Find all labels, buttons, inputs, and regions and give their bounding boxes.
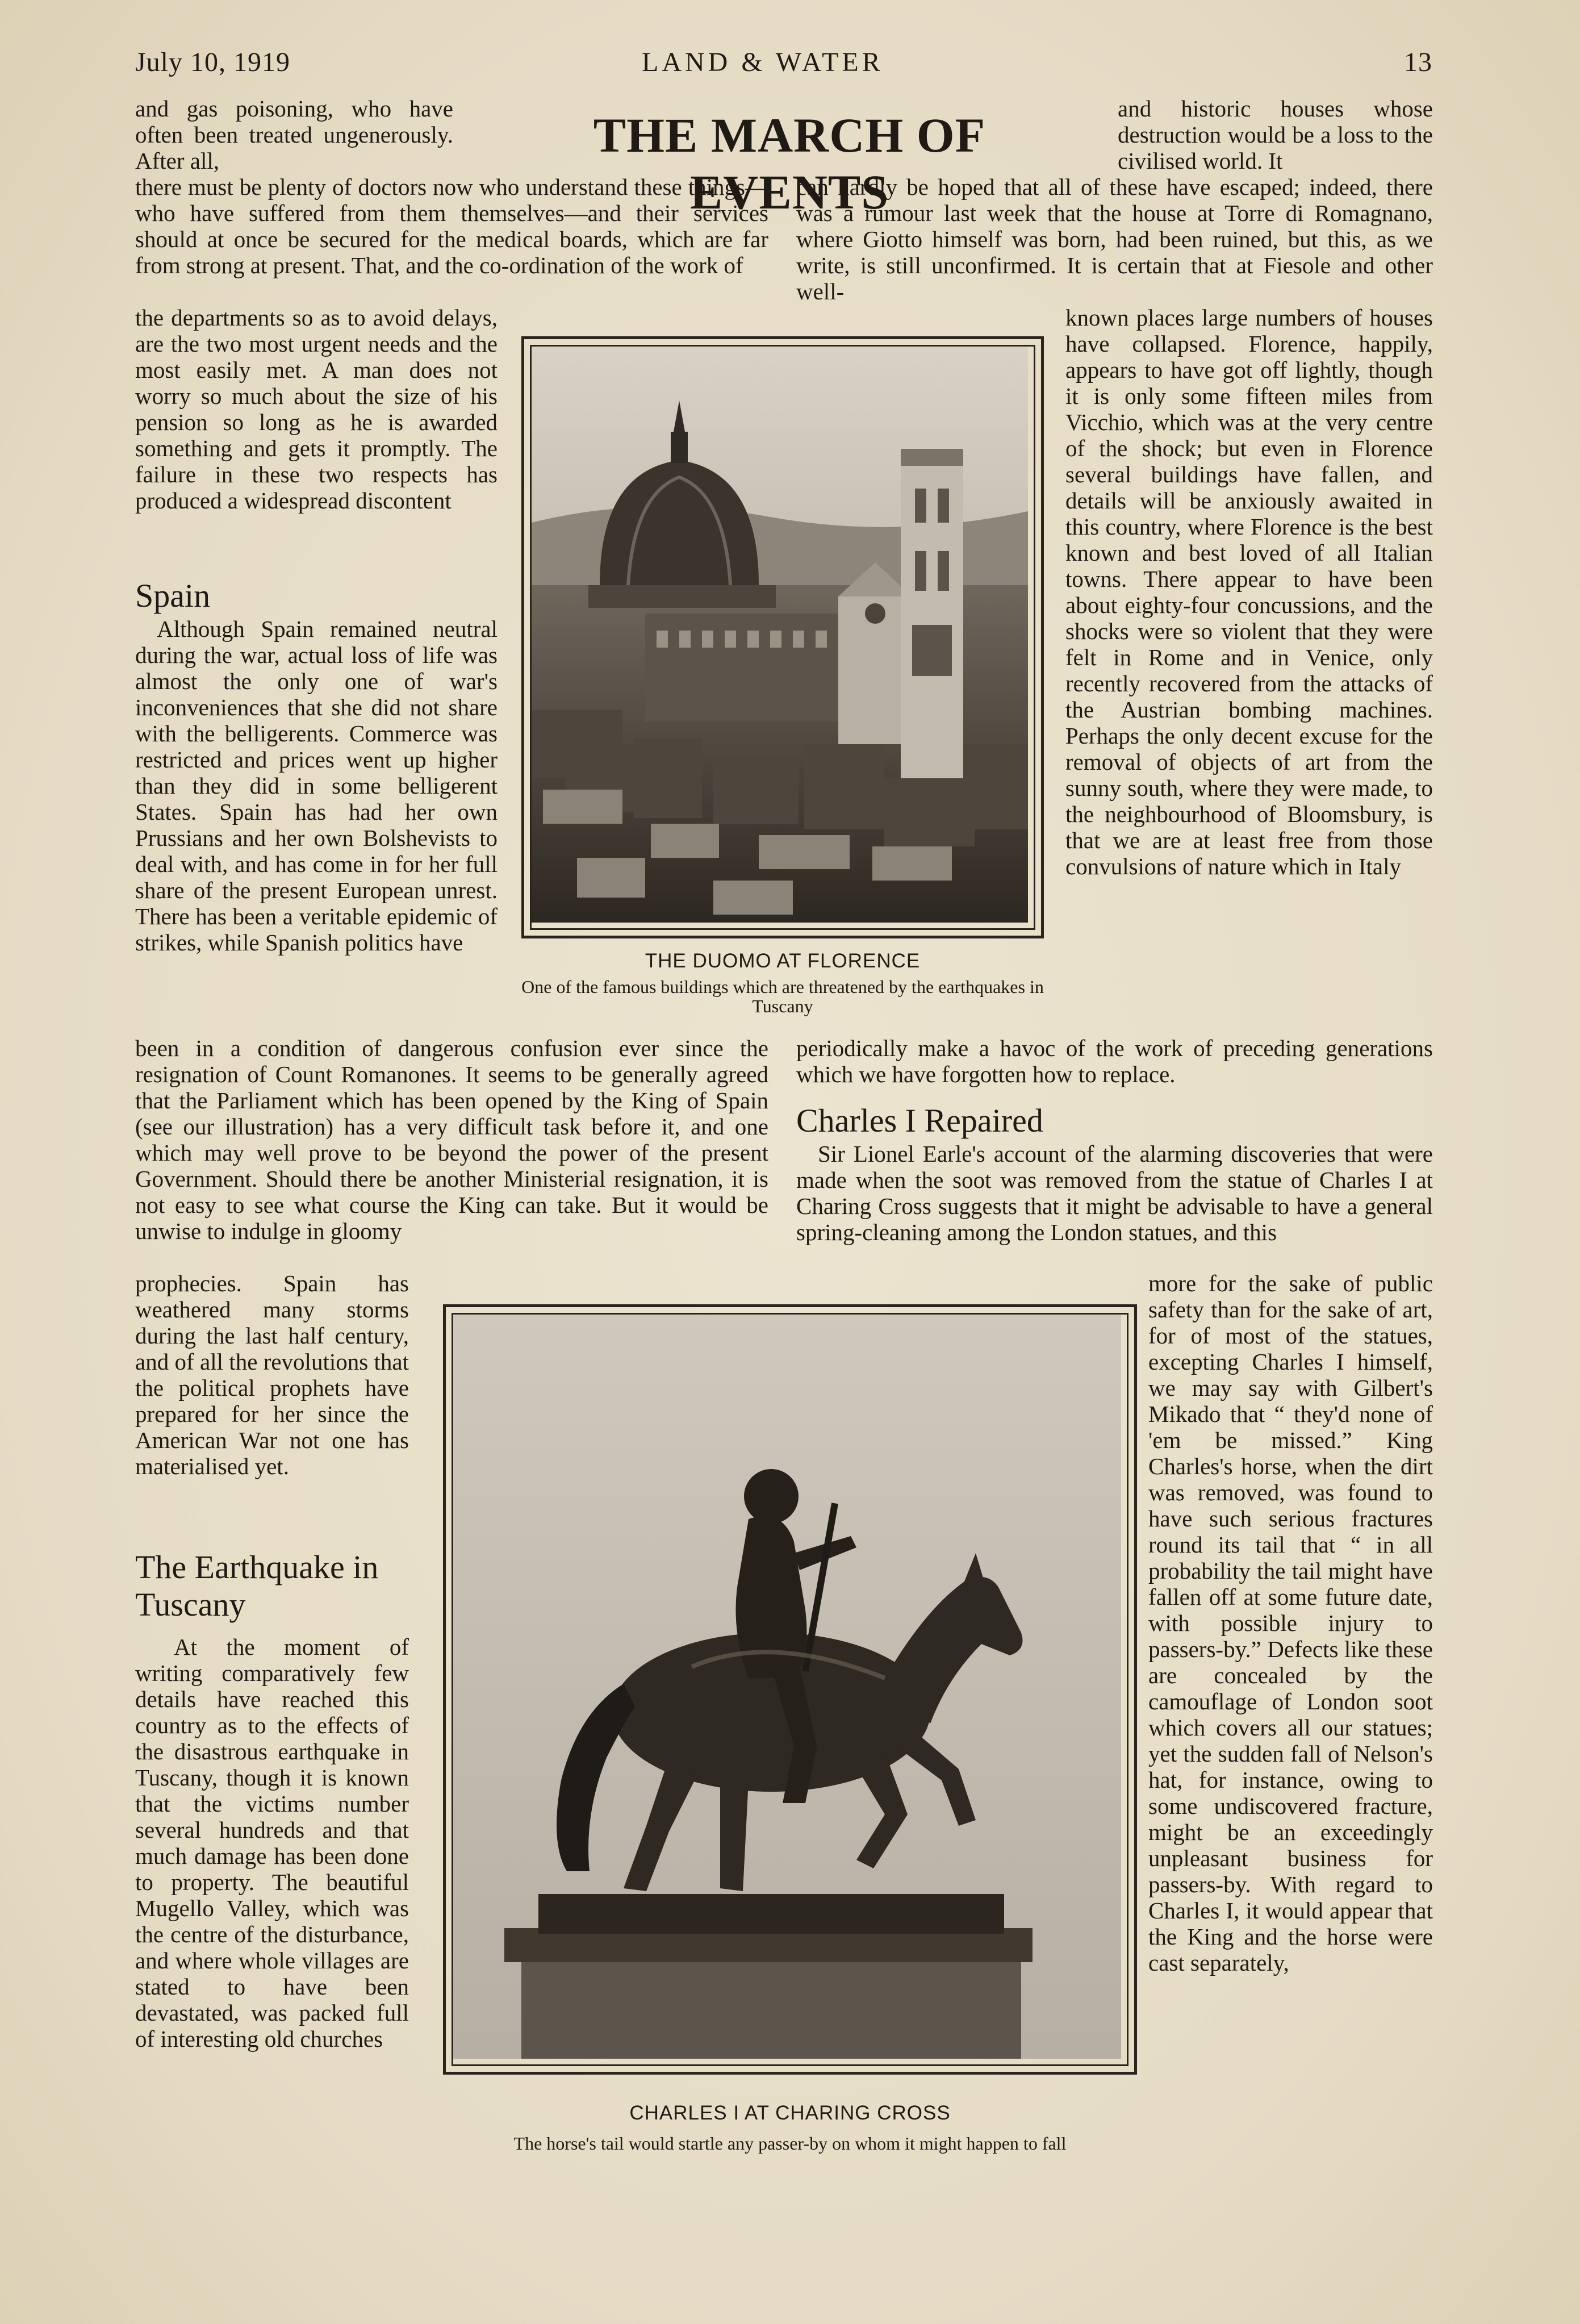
left-intro-text: and gas poisoning, who have often been treated ungenerously. After all, <box>135 95 453 174</box>
earthquake-heading: The Earthquake in Tuscany <box>135 1549 379 1623</box>
left-narrow-text-a: the departments so as to avoid delays, are the two most urgent needs and the most easily met. A man does not worry so much about the size of his pension so long as he is awarded something and gets it promptly. The failure in these two respects has produced a widespread discontent <box>135 304 498 514</box>
page-number: 13 <box>1404 47 1432 77</box>
charles-photo-frame <box>443 1304 1137 2075</box>
duomo-caption-text: One of the famous buildings which are threatened by the earthquakes in Tuscany <box>521 977 1044 1016</box>
left-narrow-text-b: prophecies. Spain has weathered many storms during the last half century, and of all the revolutions that the political prophets have prepared for her since the American War not one has materialised yet. <box>135 1270 409 1479</box>
earthquake-text: At the moment of writing comparatively few details have reached this country as to the effects of the disastrous earthquake in Tuscany, though it is known that the victims number several hundreds and that much damage has been done to property. The beautiful Mugello Valley, which was the centre of the disturbance, and where whole villages are stated to have been devastated, was packed full of interesting old churches <box>135 1634 409 2052</box>
issue-date: July 10, 1919 <box>135 47 291 77</box>
right-wide-text-a: can hardly be hoped that all of these have escaped; indeed, there was a rumour last week that the house at Torre di Romagnano, where Giotto himself was born, had been ruined, but this, as we write, is still unconfirmed. It is certain that at Fiesole and other well- <box>796 174 1433 304</box>
right-wide-text-b: periodically make a havoc of the work of preceding generations which we have forgotten how to replace. <box>796 1035 1433 1087</box>
left-wide-text-b: been in a condition of dangerous confusion ever since the resignation of Count Romanones. It seems to be generally agreed that the Parliament which has been opened by the King of Spain (see our illustration) has a very difficult task before it, and one which may well prove to be beyond the power of the present Government. Should there be another Ministerial resignation, it is not easy to see what course the King can take. But it would be unwise to indulge in gloomy <box>135 1035 768 1244</box>
charles-photo <box>452 1313 1128 2066</box>
left-wide-text-a: there must be plenty of doctors now who understand these things—who have suffered from them themselves—and their services should at once be secured for the medical boards, which are far from strong at present. That, and the co-ordination of the work of <box>135 174 768 278</box>
charles-text: Sir Lionel Earle's account of the alarming discoveries that were made when the soot was removed from the statue of Charles I at Charing Cross suggests that it might be advisable to have a general spring-cleaning among the London statues, and this <box>796 1141 1433 1245</box>
spain-heading: Spain <box>135 577 211 614</box>
duomo-photo-frame <box>521 336 1044 938</box>
duomo-caption-title: THE DUOMO AT FLORENCE <box>645 950 921 972</box>
charles-caption-text: The horse's tail would startle any passer-by on whom it might happen to fall <box>513 2133 1067 2154</box>
right-narrow-text-b: more for the sake of public safety than for the sake of art, for of most of the statues, excepting Charles I himself, we may say with Gilbert's Mikado that “ they'd none of 'em be missed.” King Charles's horse, when the dirt was removed, was found to have such serious fractures round its tail that “ in all probability the tail might have fallen off at some future date, with possible injury to passers-by.” Defects like these are concealed by the camouflage of London soot which covers all our statues; yet the sudden fall of Nelson's hat, for instance, owing to some undiscovered fracture, might be an exceedingly unpleasant business for passers-by. With regard to Charles I, it would appear that the King and the horse were cast separately, <box>1148 1270 1433 1976</box>
right-narrow-text-a: known places large numbers of houses have collapsed. Florence, happily, appears to have got off lightly, though it is only some fifteen miles from Vicchio, which was at the very centre of the shock; but even in Florence several buildings have fallen, and details will be anxiously awaited in this country, where Florence is the best known and best loved of all Italian towns. There appear to have been about eighty-four concussions, and the shocks were so violent that they were felt in Rome and in Venice, only recently recovered from the attacks of the Austrian bombing machines. Perhaps the only decent excuse for the removal of objects of art from the sunny south, where they were made, to the neighbourhood of Bloomsbury, is that we are at least free from those convulsions of nature which in Italy <box>1065 304 1433 879</box>
duomo-photo <box>530 345 1035 930</box>
magazine-name: LAND & WATER <box>642 47 884 77</box>
right-top-text: and historic houses whose destruction would be a loss to the civilised world. It <box>1118 95 1433 174</box>
charles-caption-title: CHARLES I AT CHARING CROSS <box>629 2102 951 2124</box>
charles-heading: Charles I Repaired <box>796 1102 1043 1139</box>
charles-statue-illustration <box>453 1315 1121 2059</box>
article-title: THE MARCH OF EVENTS <box>593 108 986 219</box>
spain-text: Although Spain remained neutral during the war, actual loss of life was almost the only one of war's inconveniences that she did not share with the belligerents. Commerce was restricted and prices went up higher than they did in some belligerent States. Spain has had her own Prussians and her own Bolshevists to deal with, and has come in for her full share of the present European unrest. There has been a veritable epidemic of strikes, while Spanish politics have <box>135 616 498 956</box>
duomo-illustration <box>532 347 1028 923</box>
